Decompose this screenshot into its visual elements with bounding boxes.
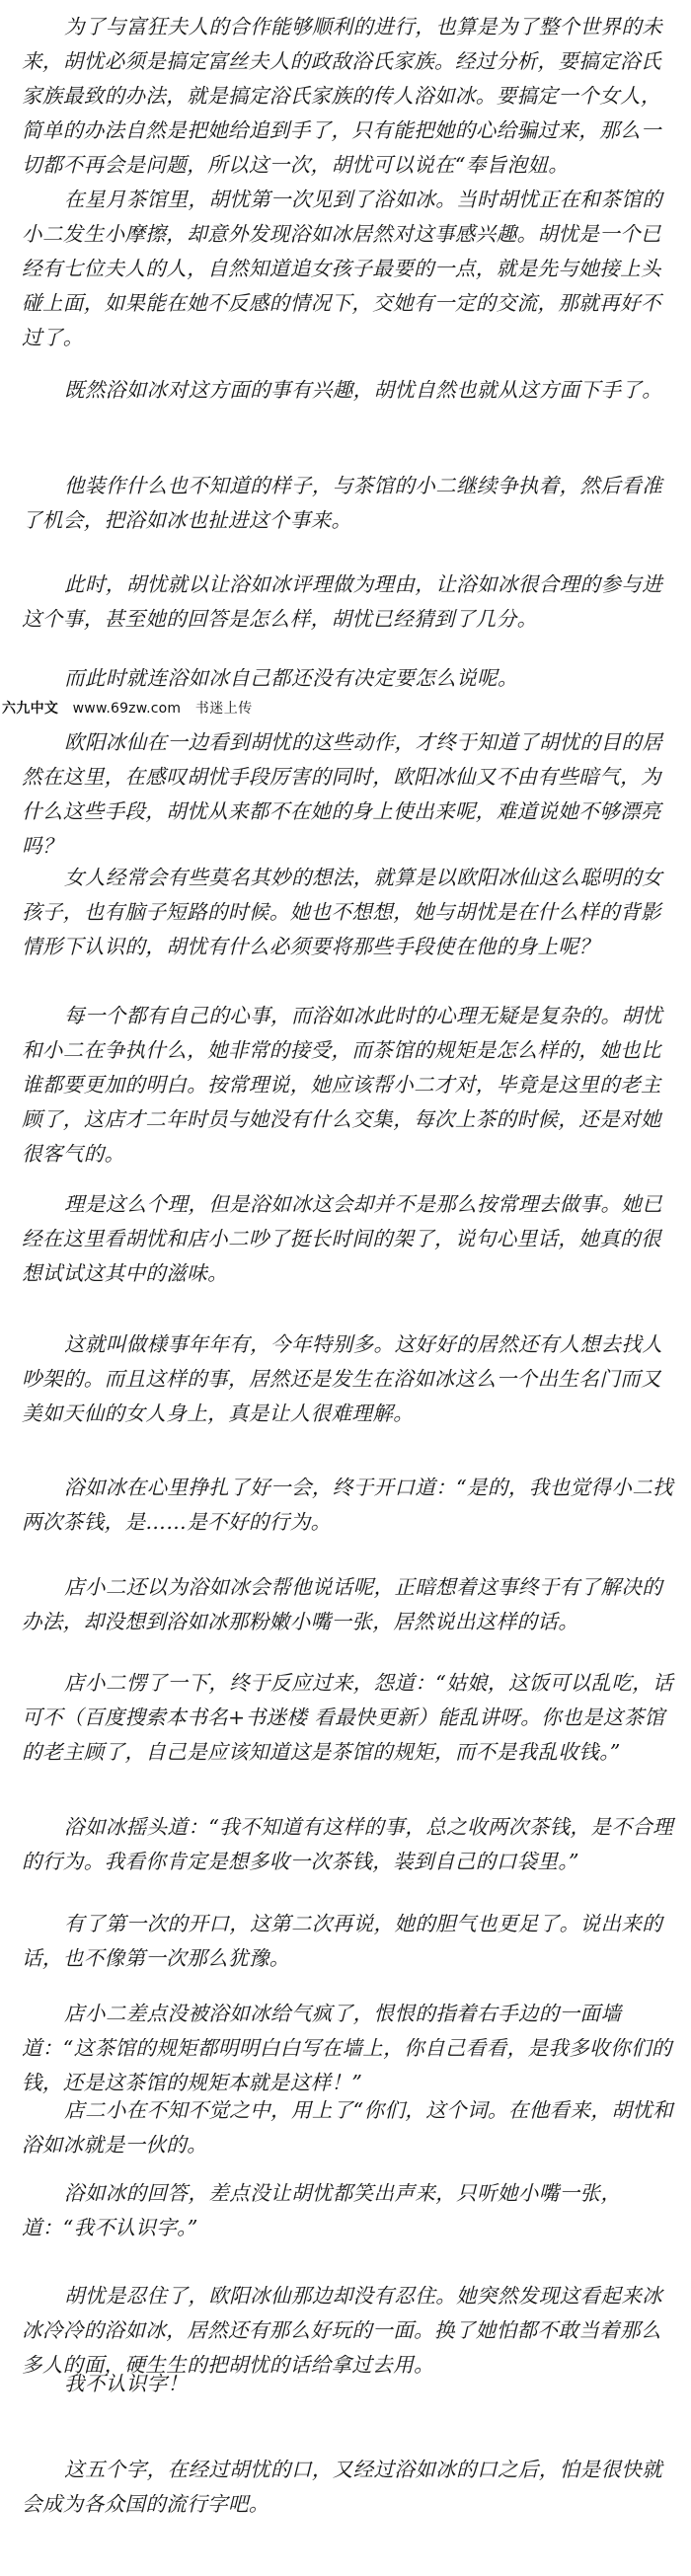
paragraph: 他装作什么也不知道的样子，与茶馆的小二继续争执着，然后看准了机会，把浴如冰也扯进这个事来。 bbox=[22, 474, 663, 532]
paragraph: 女人经常会有些莫名其妙的想法，就算是以欧阳冰仙这么聪明的女孩子，也有脑子短路的时候。她也不想想，她与胡忧是在什么样的背影情形下认识的，胡忧有什么必须要将那些手段使在他的身上呢？ bbox=[22, 866, 663, 958]
paragraph: 既然浴如冰对这方面的事有兴趣，胡忧自然也就从这方面下手了。 bbox=[64, 378, 663, 402]
paragraph: 欧阳冰仙在一边看到胡忧的这些动作，才终于知道了胡忧的目的居然在这里，在感叹胡忧手段厉害的同时，欧阳冰仙又不由有些暗气，为什么这些手段，胡忧从来都不在她的身上使出来呢，难道说她不够漂亮吗？ bbox=[22, 730, 663, 858]
paragraph: 有了第一次的开口，这第二次再说，她的胆气也更足了。说出来的话，也不像第一次那么犹豫。 bbox=[22, 1912, 663, 1970]
paragraph: 此时，胡忧就以让浴如冰评理做为理由，让浴如冰很合理的参与进这个事，甚至她的回答是怎么样，胡忧已经猜到了几分。 bbox=[22, 572, 663, 631]
paragraph: 店小二还以为浴如冰会帮他说话呢，正暗想着这事终于有了解决的办法，却没想到浴如冰那粉嫩小嘴一张，居然说出这样的话。 bbox=[22, 1575, 663, 1633]
paragraph: 浴如冰摇头道：“我不知道有这样的事，总之收两次茶钱，是不合理的行为。我看你肯定是想多收一次茶钱，装到自己的口袋里。” bbox=[22, 1815, 674, 1873]
paragraph: 这就叫做様事年年有，今年特别多。这好好的居然还有人想去找人吵架的。而且这样的事，居然还是发生在浴如冰这么一个出生名门而又美如天仙的女人身上，真是让人很难理解。 bbox=[22, 1332, 663, 1425]
paragraph: 胡忧是忍住了，欧阳冰仙那边却没有忍住。她突然发现这看起来冰冰冷冷的浴如冰，居然还有那么好玩的一面。换了她怕都不敢当着那么多人的面，硬生生的把胡忧的话给拿过去用。 bbox=[22, 2284, 663, 2377]
source-watermark bbox=[2, 696, 683, 721]
paragraph: 这五个字，在经过胡忧的口，又经过浴如冰的口之后，怕是很快就会成为各众国的流行字吧。 bbox=[22, 2458, 663, 2516]
paragraph: 为了与富狂夫人的合作能够顺利的进行，也算是为了整个世界的未来，胡忧必须是搞定富丝夫人的政敌浴氏家族。经过分析，要搞定浴氏家族最致的办法，就是搞定浴氏家族的传人浴如冰。要搞定一个女人，简单的办法自然是把她给追到手了，只有能把她的心给骗过来，那么一切都不再会是问题，所以这一次，胡忧可以说在“奉旨泡妞。 bbox=[22, 15, 663, 177]
paragraph: 浴如冰的回答，差点没让胡忧都笑出声来，只听她小嘴一张，道：“我不认识字。” bbox=[22, 2181, 622, 2239]
paragraph: 理是这么个理，但是浴如冰这会却并不是那么按常理去做事。她已经在这里看胡忧和店小二吵了挺长时间的架了，说句心里话，她真的很想试试这其中的滋味。 bbox=[22, 1192, 663, 1285]
paragraph: 我不认识字！ bbox=[64, 2372, 189, 2395]
paragraph: 店小二差点没被浴如冰给气疯了，恨恨的指着右手边的一面墙道：“这茶馆的规矩都明明白白写在墙上，你自己看看，是我多收你们的钱，还是这茶馆的规矩本就是这样！” bbox=[22, 2002, 672, 2094]
watermark-url: www.69zw.com bbox=[72, 701, 182, 717]
paragraph: 店二小在不知不觉之中，用上了“你们，这个词。在他看来，胡忧和浴如冰就是一伙的。 bbox=[22, 2098, 674, 2157]
paragraph: 店小二愣了一下，终于反应过来，怨道：“姑娘，这饭可以乱吃，话可不（百度搜索本书名+书迷楼 看最快更新）能乱讲呀。你也是这茶馆的老主顾了，自己是应该知道这是茶馆的规矩，而不是我乱收钱。” bbox=[22, 1671, 674, 1764]
paragraph: 浴如冰在心里挣扎了好一会，终于开口道：“是的，我也觉得小二找两次茶钱，是……是不好的行为。 bbox=[22, 1476, 674, 1534]
watermark-site-name: 六九中文 bbox=[2, 701, 59, 717]
paragraph: 在星月茶馆里，胡忧第一次见到了浴如冰。当时胡忧正在和茶馆的小二发生小摩擦，却意外发现浴如冰居然对这事感兴趣。胡忧是一个已经有七位夫人的人，自然知道追女孩子最要的一点，就是先与她接上头碰上面，如果能在她不反感的情况下，交她有一定的交流，那就再好不过了。 bbox=[22, 188, 663, 349]
paragraph: 每一个都有自己的心事，而浴如冰此时的心理无疑是复杂的。胡忧和小二在争执什么，她非常的接受，而茶馆的规矩是怎么样的，她也比谁都要更加的明白。按常理说，她应该帮小二才对，毕竟是这里的老主顾了，这店才二年时员与她没有什么交集，每次上茶的时候，还是对她很客气的。 bbox=[22, 1004, 663, 1166]
paragraph: 而此时就连浴如冰自己都还没有决定要怎么说呢。 bbox=[64, 666, 518, 690]
watermark-tag: 书迷上传 bbox=[194, 701, 253, 717]
